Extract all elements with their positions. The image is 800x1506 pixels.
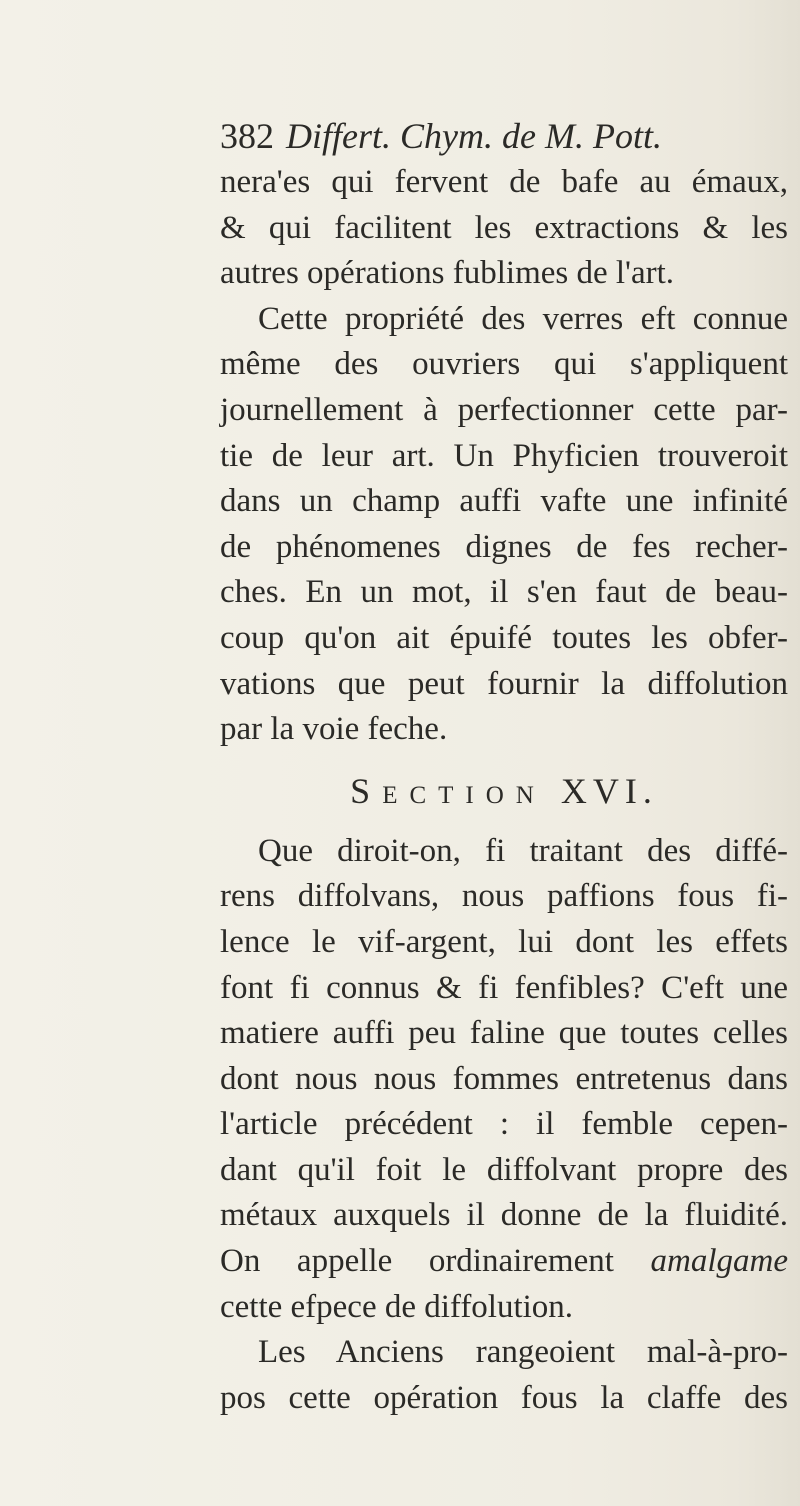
paragraph-mercury <box>220 829 788 1331</box>
text-line: lence le vif-argent, lui dont les effets <box>220 923 788 960</box>
text-line: même des ouvriers qui s'appliquent <box>220 346 788 383</box>
text-line: ches. En un mot, il s'en faut de beau- <box>220 574 788 611</box>
text-line: nera'es qui fervent de bafe au émaux, <box>220 164 788 200</box>
text-line: Que diroit-on, fi traitant des diffé- <box>258 832 788 869</box>
page-number: 382 <box>220 116 274 156</box>
section-number: XVI. <box>560 770 658 811</box>
paragraph-ancients <box>220 1330 788 1421</box>
text-line: vations que peut fournir la diffolution <box>220 665 788 702</box>
running-title: Differt. Chym. de M. Pott. <box>286 116 662 156</box>
text-fragment: On appelle ordinairement <box>220 1243 614 1280</box>
text-line: rens diffolvans, nous paffions fous fi- <box>220 878 788 915</box>
text-line: cette efpece de diffolution. <box>220 1288 574 1325</box>
text-block <box>220 112 788 1421</box>
text-line: Cette propriété des verres eft connue <box>258 300 788 337</box>
text-line: métaux auxquels il donne de la fluidité. <box>220 1197 788 1234</box>
text-line: de phénomenes dignes de fes recher- <box>220 528 788 565</box>
text-line: par la voie feche. <box>220 711 448 748</box>
section-label: Section <box>350 770 546 811</box>
text-line: pos cette opération fous la claffe des <box>220 1379 788 1416</box>
text-line: dant qu'il foit le diffolvant propre des <box>220 1151 788 1188</box>
text-line: tie de leur art. Un Phyficien trouveroit <box>220 437 788 474</box>
text-line: Les Anciens rangeoient mal-à-pro- <box>258 1334 788 1371</box>
text-line: & qui facilitent les extractions & les <box>220 209 788 246</box>
paragraph-continuation <box>220 160 788 297</box>
text-line: l'article précédent : il femble cepen- <box>220 1106 788 1143</box>
text-line: font fi connus & fi fenfibles? C'eft une <box>220 969 788 1006</box>
text-line: coup qu'on ait épuifé toutes les obfer- <box>220 619 788 656</box>
page-header <box>220 112 788 160</box>
text-line: journellement à perfectionner cette par- <box>220 391 788 428</box>
text-line <box>220 1239 788 1285</box>
section-heading <box>220 753 788 829</box>
text-line: autres opérations fublimes de l'art. <box>220 255 675 292</box>
text-line: matiere auffi peu faline que toutes celles <box>220 1015 788 1052</box>
text-line: dont nous nous fommes entretenus dans <box>220 1060 788 1097</box>
text-line: dans un champ auffi vafte une infinité <box>220 483 788 520</box>
paragraph-glass-property <box>220 297 788 753</box>
italic-term: amalgame <box>650 1243 789 1280</box>
